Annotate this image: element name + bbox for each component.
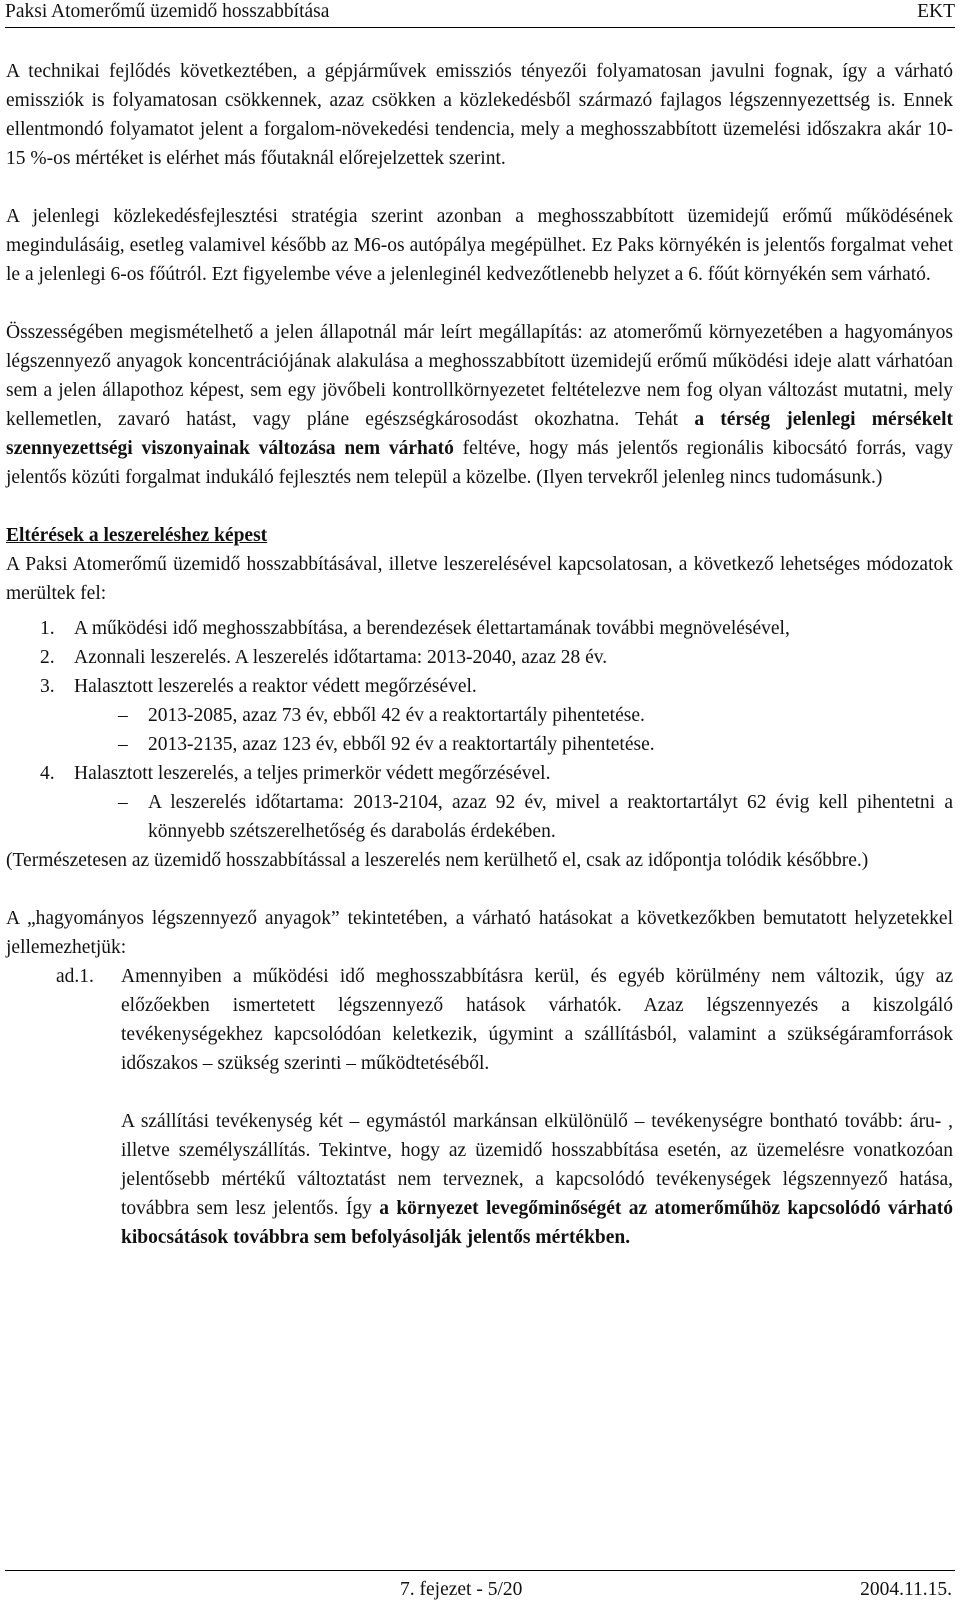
sub-list-item [6,701,953,730]
list-item-number: 3. [40,676,55,697]
list-item [6,643,953,672]
paragraph-text: Összességében megismételhető a jelen állapotnál már leírt megállapítás: az atomerőmű környezetében a hagyományos légszennyező anyagok koncentrációjának alakulása a meghosszabbított üzemidejű erőmű működési ideje alatt várhatóan sem a jelen állapothoz képest, sem egy jövőbeli kontrollkörnyezetet feltételezve nem fog olyan változást mutatni, mely kellemetlen, zavaró hatást, vagy pláne egészségkárosodást okozhatna. Tehát [6,322,953,430]
paragraph: A jelenlegi közlekedésfejlesztési stratégia szerint azonban a meghosszabbított üzemidejű erőmű működésének megindulásáig, esetleg valamivel később az M6-os autópálya megépülhet. Ez Paks környékén is jelentős forgalmat vehet le a jelenlegi 6-os főútról. Ezt figyelembe véve a jelenleginél kedvezőtlenebb helyzet a 6. főút környékén sem várható. [6,206,953,285]
list-item [6,759,953,788]
ad-item-text: Amennyiben a működési idő meghosszabbításra kerül, és egyéb körülmény nem változik, úgy az előzőekben ismertetett légszennyező hatások várhatók. Azaz légszennyezés a kiszolgáló tevékenységekhez kapcsolódóan keletkezik, úgymint a szállításból, valamint a szükségáramforrások időszakos – szükség szerinti – működtetéséből. [121,966,953,1074]
paragraph-bold-text: a térség jelenlegi mérsékelt szennyezettségi viszonyainak változása nem várható [6,409,953,459]
sub-list-text: 2013-2085, azaz 73 év, ebből 42 év a reaktortartály pihentetése. [148,705,645,726]
page-header [5,0,955,28]
section-note: (Természetesen az üzemidő hosszabbítással a leszerelés nem kerülhető el, csak az időpontja tolódik későbbre.) [6,850,869,871]
paragraph-text: A szállítási tevékenység két – egymástól markánsan elkülönülő – tevékenységre bontható tovább: áru- , illetve személyszállítás. Tekintve, hogy az üzemidő hosszabbítása esetén, az üzemelésre vonatkozóan jelentősebb mértékű változtatást nem terveznek, a kapcsolódó tevékenységek légszennyező hatása, továbbra sem lesz jelentős. Így [121,1111,953,1219]
sub-list-item [6,730,953,759]
list-item-text: Azonnali leszerelés. A leszerelés időtartama: 2013-2040, azaz 28 év. [74,647,608,668]
sub-list-text: 2013-2135, azaz 123 év, ebből 92 év a reaktortartály pihentetése. [148,734,655,755]
list-item-text: Halasztott leszerelés a reaktor védett megőrzésével. [74,676,477,697]
list-item [6,614,953,643]
list-item-text: A működési idő meghosszabbítása, a berendezések élettartamának további megnövelésével, [74,618,790,639]
list-item [6,672,953,701]
paragraph-text: feltéve, hogy más jelentős regionális kibocsátó forrás, vagy jelentős közúti forgalmat indukáló fejlesztés nem települ a közelbe. (Ilyen tervekről jelenleg nincs tudomásunk.) [6,438,953,488]
dash-bullet: – [118,705,128,726]
ad-item-paragraph [6,1107,953,1252]
ad-item [6,962,953,1078]
header-org: EKT [917,1,955,22]
list-item-number: 2. [40,647,55,668]
sub-list-text: A leszerelés időtartama: 2013-2104, azaz 92 év, mivel a reaktortartályt 62 évig kell pihentetni a könnyebb szétszerelhetőség és darabolás érdekében. [148,792,953,842]
footer-date: 2004.11.15. [860,1579,952,1600]
paragraph: A technikai fejlődés következtében, a gépjárművek emissziós tényezői folyamatosan javulni fognak, így a várható emissziók is folyamatosan csökkennek, azaz csökken a közlekedésből származó fajlagos légszennyezettség is. Ennek ellentmondó folyamatot jelent a forgalom-növekedési tendencia, mely a meghosszabbított üzemelési időszakra akár 10-15 %-os mértéket is elérhet más főutaknál előrejelzettek szerint. [6,61,953,169]
sub-list-item [6,788,953,846]
section-title: Eltérések a leszereléshez képest [6,525,268,546]
paragraph [6,318,953,492]
page-footer [5,1570,955,1606]
header-title: Paksi Atomerőmű üzemidő hosszabbítása [5,1,330,22]
list-item-text: Halasztott leszerelés, a teljes primerkör védett megőrzésével. [74,763,551,784]
list-item-number: 4. [40,763,55,784]
ad-item-number: ad.1. [56,966,94,987]
section-intro: A Paksi Atomerőmű üzemidő hosszabbításával, illetve leszerelésével kapcsolatosan, a következő lehetséges módozatok merültek fel: [6,554,953,604]
document-body [6,57,953,1252]
effects-intro: A „hagyományos légszennyező anyagok” tekintetében, a várható hatásokat a következőkben bemutatott helyzetekkel jellemezhetjük: [6,908,953,958]
dash-bullet: – [118,792,128,813]
paragraph-bold-text: a környezet levegőminőségét az atomerőműhöz kapcsolódó várható kibocsátások továbbra sem befolyásolják jelentős mértékben. [121,1198,953,1248]
footer-chapter-page: 7. fejezet - 5/20 [400,1579,523,1600]
dash-bullet: – [118,734,128,755]
list-item-number: 1. [40,618,55,639]
